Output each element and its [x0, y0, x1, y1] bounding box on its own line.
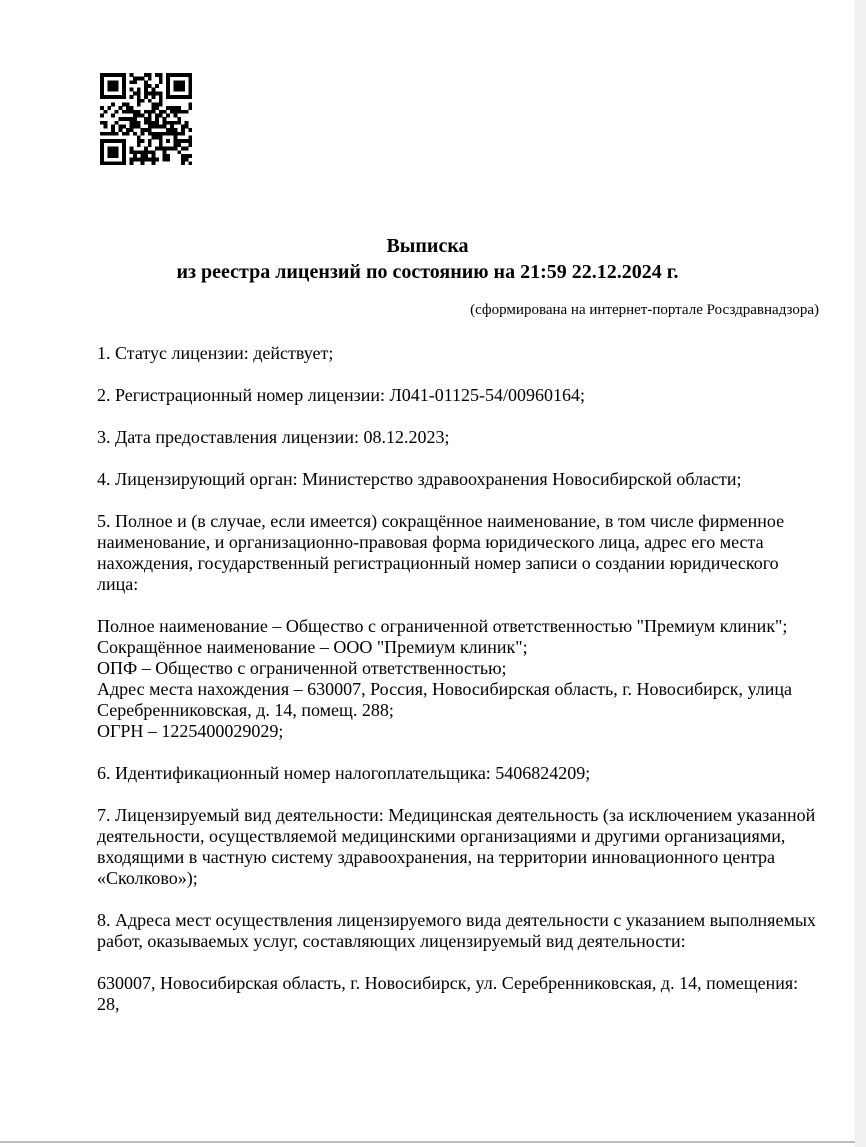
- licensing-authority: 4. Лицензирующий орган: Министерство здравоохранения Новосибирской области;: [97, 469, 742, 489]
- licensed-activity: 7. Лицензируемый вид деятельности: Медицинская деятельность (за исключением указанной деятельности, осуществляемой медицинскими организациями и другими организациями, входящими в частную систему здравоохранения, на территории инновационного центра «Сколково»);: [97, 805, 816, 888]
- license-status: 1. Статус лицензии: действует;: [97, 343, 334, 363]
- formation-note: (сформирована на интернет-портале Росздравнадзора): [470, 302, 819, 318]
- document-body: [97, 343, 824, 1015]
- entity-opf: ОПФ – Общество с ограниченной ответственностью;: [97, 658, 507, 678]
- title-line-1: Выписка: [386, 235, 469, 257]
- entity-short-name: Сокращённое наименование – ООО "Премиум клиник";: [97, 637, 528, 657]
- license-reg-number: 2. Регистрационный номер лицензии: Л041-01125-54/00960164;: [97, 385, 586, 405]
- entity-details: [97, 616, 824, 742]
- entity-ogrn: ОГРН – 1225400029029;: [97, 721, 284, 741]
- title-line-2: из реестра лицензий по состоянию на 21:59 22.12.2024 г.: [176, 261, 679, 283]
- entity-name-intro: 5. Полное и (в случае, если имеется) сокращённое наименование, в том числе фирменное наименование, и организационно-правовая форма юридического лица, адрес его места нахождения, государственный регистрационный номер записи о создании юридического лица:: [97, 511, 785, 594]
- entity-address: Адрес места нахождения – 630007, Россия, Новосибирская область, г. Новосибирск, улица Серебренниковская, д. 14, помещ. 288;: [97, 679, 792, 720]
- document-title: [0, 233, 855, 285]
- qr-code-icon: [100, 73, 192, 165]
- license-grant-date: 3. Дата предоставления лицензии: 08.12.2023;: [97, 427, 450, 447]
- activity-address-line: 630007, Новосибирская область, г. Новосибирск, ул. Серебренниковская, д. 14, помещения: 28,: [97, 973, 799, 1014]
- page-bottom-edge: [0, 1141, 866, 1143]
- entity-full-name: Полное наименование – Общество с ограниченной ответственностью "Премиум клиник";: [97, 616, 788, 636]
- taxpayer-inn: 6. Идентификационный номер налогоплательщика: 5406824209;: [97, 763, 591, 783]
- viewer-background-strip: [855, 0, 866, 1147]
- activity-addresses-intro: 8. Адреса мест осуществления лицензируемого вида деятельности с указанием выполняемых работ, оказываемых услуг, составляющих лицензируемый вид деятельности:: [97, 910, 816, 951]
